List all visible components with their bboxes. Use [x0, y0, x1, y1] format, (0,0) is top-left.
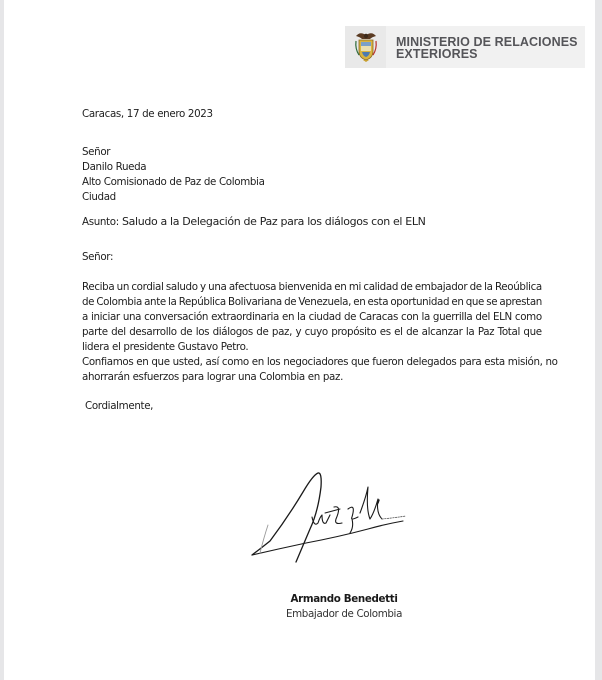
word: de — [406, 326, 419, 338]
word: Total — [497, 326, 520, 338]
word: y — [295, 326, 302, 338]
word: el — [394, 326, 403, 338]
word: como — [514, 311, 542, 323]
signer-role: Embajador de Colombia — [285, 608, 403, 620]
word: Paz — [477, 326, 495, 338]
word: en — [334, 281, 347, 293]
word: oportunidad — [390, 296, 450, 308]
word: Caracas — [359, 311, 399, 323]
word: paz, — [271, 326, 293, 338]
body-paragraph-2 — [82, 355, 558, 385]
word: es — [379, 326, 391, 338]
word: un — [116, 281, 130, 293]
addressee-name: Danilo Rueda — [82, 161, 147, 173]
word: una — [122, 311, 142, 323]
word: propósito — [331, 326, 377, 338]
word: del — [111, 326, 126, 338]
word: en — [281, 311, 295, 323]
body-paragraph-1 — [82, 280, 542, 355]
word: diálogos — [212, 326, 253, 338]
word: República — [178, 296, 226, 308]
subject-text: Saludo a la Delegación de Paz para los diálogos con el ELN — [121, 215, 426, 228]
letter-date: Caracas, 17 de enero 2023 — [82, 108, 213, 120]
word: los — [195, 326, 210, 338]
word: la — [297, 311, 306, 323]
word: desarrollo — [129, 326, 177, 338]
paragraph-line: ahorrarán esfuerzos para lograr una Colombia en paz. — [82, 371, 343, 383]
signer-name: Armando Benedetti — [290, 593, 398, 605]
word: de — [469, 281, 482, 293]
word: iniciar — [90, 311, 120, 323]
word: alcanzar — [421, 326, 463, 338]
word: en — [353, 296, 366, 308]
colombia-coat-of-arms-icon — [354, 31, 378, 63]
paragraph-line — [82, 310, 542, 325]
salutation: Señor: — [82, 251, 114, 263]
letterhead — [345, 26, 585, 68]
word: Reoública — [494, 281, 542, 293]
word: una — [208, 281, 227, 293]
addressee-city: Ciudad — [82, 191, 116, 203]
closing: Cordialmente, — [85, 400, 154, 412]
word: que — [523, 326, 542, 338]
word: la — [465, 326, 475, 338]
paragraph-line: Confiamos en que usted, así como en los negociadores que fueron delegados para esta misión, no — [82, 356, 558, 368]
word: de — [256, 326, 269, 338]
word: bienvenida — [278, 281, 332, 293]
letter-page — [4, 0, 595, 680]
paragraph-line — [82, 325, 542, 340]
word: embajador — [414, 281, 468, 293]
word: ante — [144, 296, 166, 308]
word: la — [168, 296, 177, 308]
word: esta — [367, 296, 389, 308]
word: ELN — [493, 311, 512, 323]
word: de — [82, 296, 95, 308]
signer-block — [244, 592, 444, 622]
word: Venezuela, — [298, 296, 352, 308]
word: que — [465, 296, 485, 308]
word: mi — [348, 281, 362, 293]
word: de — [343, 311, 357, 323]
word: conversación — [144, 311, 209, 323]
seal-box — [345, 26, 386, 68]
word: en — [451, 296, 464, 308]
word: Colombia — [96, 296, 142, 308]
addressee-position: Alto Comisionado de Paz de Colombia — [82, 176, 265, 188]
word: y — [200, 281, 206, 293]
paragraph-line — [82, 280, 542, 295]
word: aprestan — [499, 296, 542, 308]
word: se — [486, 296, 498, 308]
word: de — [180, 326, 193, 338]
word: a — [82, 311, 88, 323]
ministry-name — [396, 36, 578, 60]
word: Reciba — [82, 281, 115, 293]
word: calidad — [363, 281, 399, 293]
word: extraordinaria — [211, 311, 279, 323]
word: la — [484, 281, 493, 293]
addressee-block — [82, 145, 265, 205]
subject-label: Asunto: — [82, 216, 119, 228]
word: cordial — [131, 281, 164, 293]
ministry-line-2: EXTERIORES — [396, 47, 478, 61]
word: ciudad — [308, 311, 341, 323]
paragraph-line — [82, 295, 542, 310]
word: guerrilla — [432, 311, 473, 323]
word: saludo — [165, 281, 198, 293]
addressee-title: Señor — [82, 146, 111, 158]
word: del — [475, 311, 491, 323]
word: con — [401, 311, 419, 323]
subject-line — [82, 214, 426, 229]
word: afectuosa — [228, 281, 277, 293]
handwritten-signature — [248, 467, 413, 567]
word: de — [400, 281, 413, 293]
ministry-line-1: MINISTERIO DE RELACIONES — [396, 35, 578, 49]
paragraph-line: lidera el presidente Gustavo Petro. — [82, 341, 249, 353]
word: Bolivariana — [228, 296, 282, 308]
word: cuyo — [304, 326, 328, 338]
word: la — [421, 311, 430, 323]
word: parte — [82, 326, 108, 338]
word: de — [284, 296, 297, 308]
